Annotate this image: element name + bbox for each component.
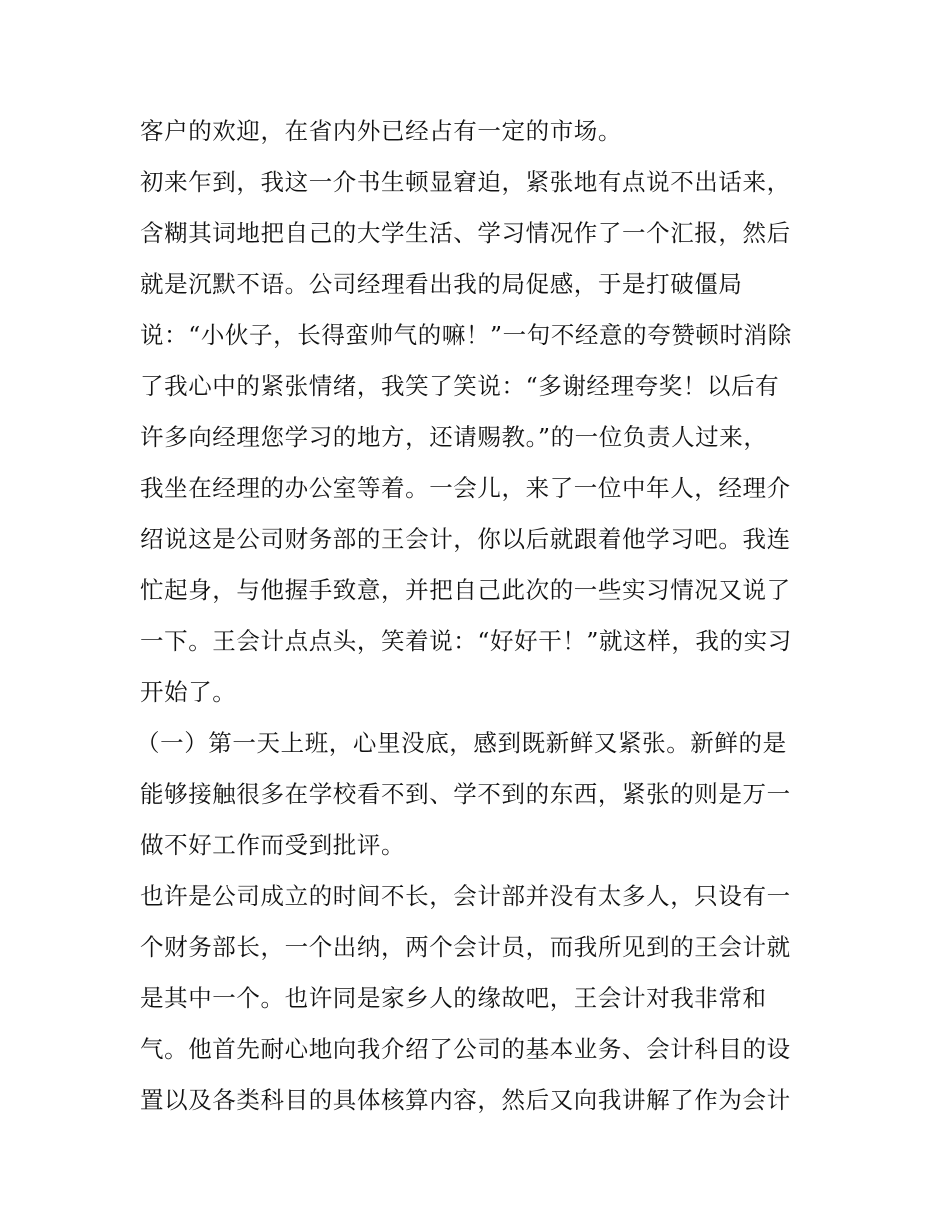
text-line: 气。他首先耐心地向我介绍了公司的基本业务、会计科目的设 <box>140 1035 791 1063</box>
text-line: 开始了。 <box>140 678 237 706</box>
text-line: 我坐在经理的办公室等着。一会儿，来了一位中年人，经理介 <box>140 474 791 502</box>
text-line: 做不好工作而受到批评。 <box>140 831 406 859</box>
text-line: 也许是公司成立的时间不长，会计部并没有太多人，只设有一 <box>140 882 791 910</box>
text-line: 了我心中的紧张情绪，我笑了笑说：“多谢经理夸奖！以后有 <box>140 372 780 400</box>
text-line: 初来乍到，我这一介书生顿显窘迫，紧张地有点说不出话来， <box>140 168 791 196</box>
text-line: 能够接触很多在学校看不到、学不到的东西，紧张的则是万一 <box>140 780 791 808</box>
text-line: 一下。王会计点点头，笑着说：“好好干！”就这样，我的实习 <box>140 627 792 655</box>
text-line: 是其中一个。也许同是家乡人的缘故吧，王会计对我非常和 <box>140 984 767 1012</box>
section-heading-line: （一）第一天上班，心里没底，感到既新鲜又紧张。新鲜的是 <box>136 729 787 757</box>
body-text <box>136 106 820 1126</box>
text-line: 客户的欢迎，在省内外已经占有一定的市场。 <box>140 117 622 145</box>
text-line: 就是沉默不语。公司经理看出我的局促感，于是打破僵局 <box>140 270 743 298</box>
text-line: 绍说这是公司财务部的王会计，你以后就跟着他学习吧。我连 <box>140 525 791 553</box>
text-line: 置以及各类科目的具体核算内容，然后又向我讲解了作为会计 <box>140 1086 791 1114</box>
text-line: 个财务部长，一个出纳，两个会计员，而我所见到的王会计就 <box>140 933 791 961</box>
text-line: 许多向经理您学习的地方，还请赐教。”的一位负责人过来， <box>140 423 768 451</box>
text-line: 含糊其词地把自己的大学生活、学习情况作了一个汇报，然后 <box>140 219 791 247</box>
text-line: 忙起身，与他握手致意，并把自己此次的一些实习情况又说了 <box>140 576 791 604</box>
text-line: 说：“小伙子，长得蛮帅气的嘛！”一句不经意的夸赞顿时消除 <box>140 321 792 349</box>
